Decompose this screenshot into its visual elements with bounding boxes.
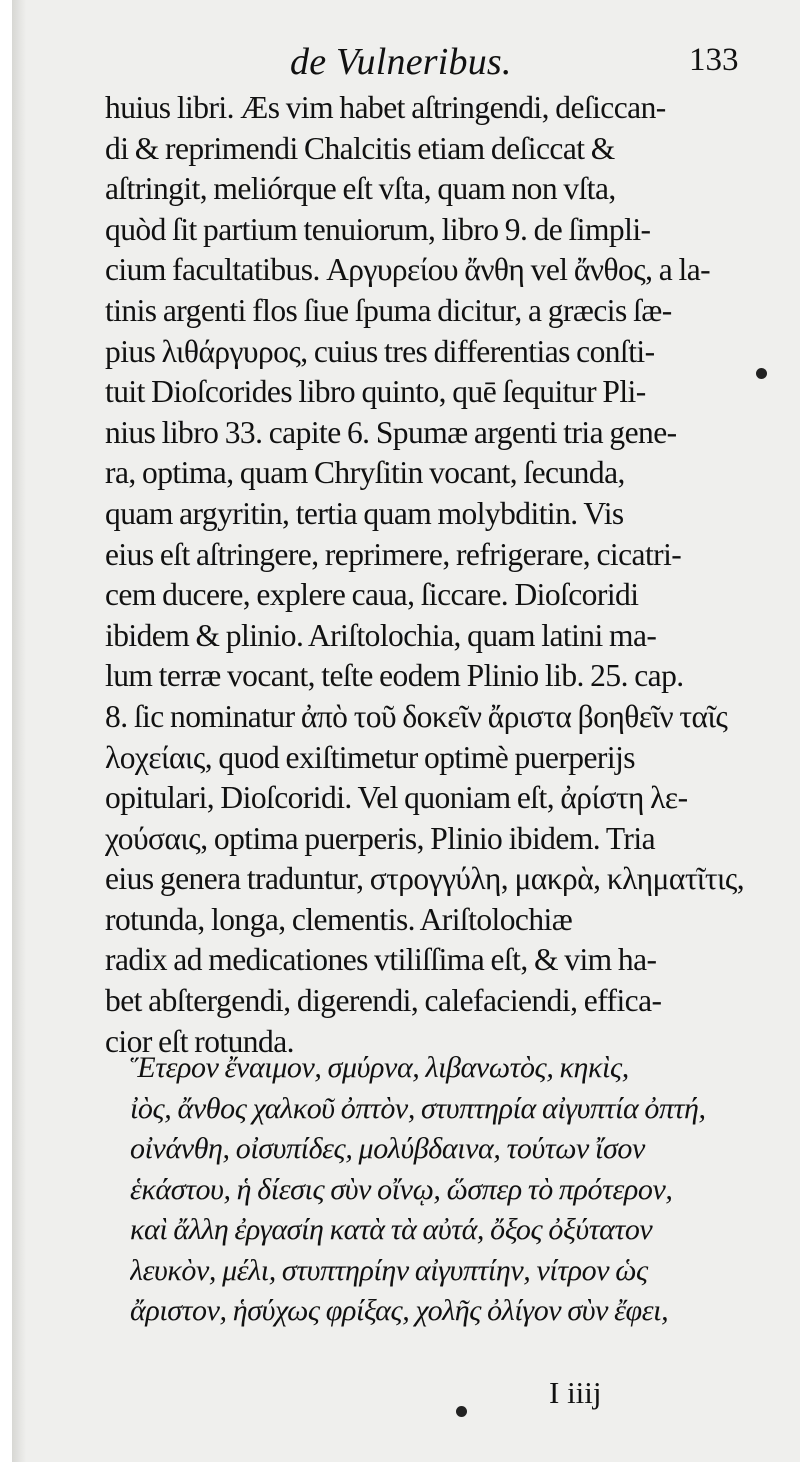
- text-line: λοχείαις, quod exiſtimetur optimè puerperijs: [105, 739, 635, 775]
- text-line: cem ducere, explere caua, ſiccare. Dioſcoridi: [105, 577, 639, 613]
- text-line: eius eſt aſtringere, reprimere, refrigerare, cicatri-: [105, 536, 682, 572]
- greek-recipe: [130, 1048, 776, 1332]
- greek-line: ἰὸς, ἄνθος χαλκοῦ ὀπτὸν, στυπτηρία αἰγυπτία ὀπτή,: [130, 1091, 706, 1125]
- text-line: tinis argenti flos ſiue ſpuma dicitur, a græcis ſæ-: [105, 292, 672, 328]
- page-header: [12, 38, 800, 88]
- greek-line: ἄριστον, ἡσύχως φρίξας, χολῆς ὀλίγον σὺν ἔφει,: [130, 1294, 669, 1327]
- text-line: eius genera traduntur, στρογγύλη, μακρὰ, κληματῖτις,: [105, 861, 745, 897]
- greek-line: καὶ ἄλλη ἐργασίη κατὰ τὰ αὐτά, ὄξος ὀξύτατον: [130, 1213, 653, 1246]
- text-line: nius libro 33. capite 6. Spumæ argenti tria gene-: [105, 414, 677, 450]
- text-line: opitulari, Dioſcoridi. Vel quoniam eſt, ἀρίστη λε-: [105, 780, 688, 816]
- page-left-shadow: [12, 0, 26, 1462]
- text-line: di & reprimendi Chalcitis etiam deſiccat &: [105, 130, 615, 166]
- text-line: 8. ſic nominatur ἀπὸ τοῦ δοκεῖν ἄριστα βοηθεῖν ταῖς: [105, 698, 728, 734]
- latin-commentary: [105, 88, 765, 1062]
- running-head: de Vulneribus.: [290, 41, 512, 83]
- text-line: ibidem & plinio. Ariſtolochia, quam latini ma-: [105, 617, 657, 653]
- text-line: bet abſtergendi, digerendi, calefaciendi, effica-: [105, 983, 662, 1019]
- text-line: χούσαις, optima puerperis, Plinio ibidem. Tria: [105, 820, 656, 856]
- ink-spot: [756, 368, 767, 379]
- greek-line: Ἕτερον ἔναιμον, σμύρνα, λιβανωτὸς, κηκὶς,: [130, 1051, 629, 1084]
- text-line: aſtringit, meliórque eſt vſta, quam non vſta,: [105, 171, 616, 207]
- text-line: radix ad medicationes vtiliſſima eſt, & vim ha-: [105, 942, 657, 978]
- text-line: quam argyritin, tertia quam molybditin. Vis: [105, 495, 624, 531]
- greek-line: οἰνάνθη, οἰσυπίδες, μολύβδαινα, τούτων ἴσον: [130, 1132, 645, 1165]
- text-line: cium facultatibus. Αργυρείου ἄνθη vel ἄνθος, a la-: [105, 252, 711, 288]
- signature-mark: I iiij: [549, 1375, 602, 1410]
- greek-line: λευκὸν, μέλι, στυπτηρίην αἰγυπτίην, νίτρον ὡς: [130, 1253, 648, 1287]
- book-page: [12, 0, 800, 1462]
- text-line: tuit Dioſcorides libro quinto, quē ſequitur Pli-: [105, 374, 646, 410]
- text-line: ra, optima, quam Chryſitin vocant, ſecunda,: [105, 455, 625, 491]
- text-line: rotunda, longa, clementis. Ariſtolochiæ: [105, 901, 573, 937]
- text-line: lum terræ vocant, teſte eodem Plinio lib. 25. cap.: [105, 658, 684, 694]
- ink-spot: [456, 1406, 467, 1417]
- page-number: 133: [689, 42, 739, 78]
- text-line: cior eſt rotunda.: [105, 1023, 294, 1059]
- text-line: pius λιθάργυρος, cuius tres differentias conſti-: [105, 333, 655, 369]
- text-line: quòd ſit partium tenuiorum, libro 9. de ſimpli-: [105, 211, 651, 247]
- text-line: huius libri. Æs vim habet aſtringendi, deſiccan-: [105, 90, 666, 125]
- greek-line: ἑκάστου, ἡ δίεσις σὺν οἴνῳ, ὥσπερ τὸ πρότερον,: [130, 1172, 673, 1206]
